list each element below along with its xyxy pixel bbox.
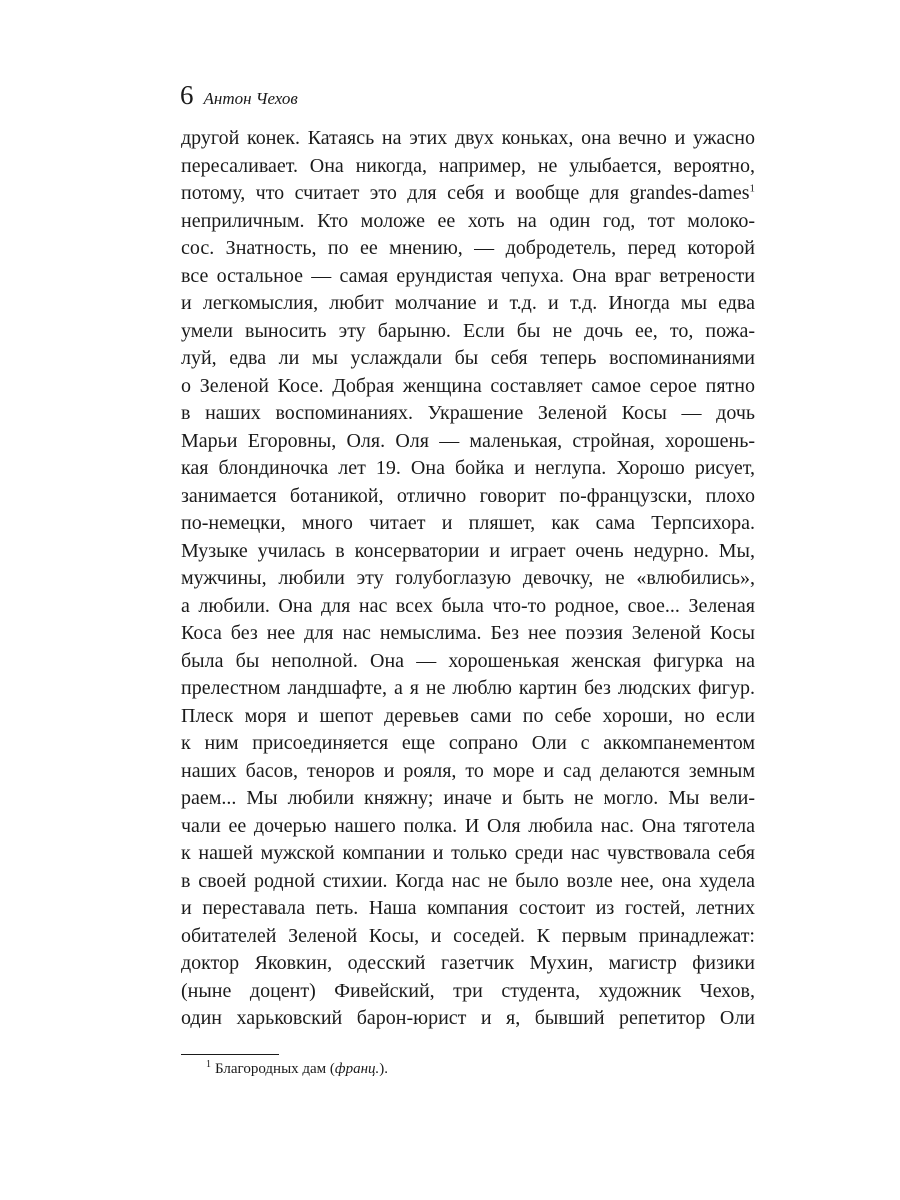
text-line: в своей родной стихии. Когда нас не было возле нее, она худела [181,869,755,892]
footnote-number: 1 [206,1059,211,1070]
footnote-reference: 1 [749,182,755,195]
text-line: потому, что считает это для себя и вообще для grandes-dames [181,182,750,204]
text-line: один харьковский барон-юрист и я, бывший репетитор Оли [181,1007,755,1029]
text-line: луй, едва ли мы услаждали бы себя теперь воспоминаниями [181,347,755,369]
text-line: и переставала петь. Наша компания состоит из гостей, летних [181,897,755,919]
text-line: чали ее дочерью нашего полка. И Оля любила нас. Она тяготела [181,814,755,837]
text-line: Плеск моря и шепот деревьев сами по себе хороши, но если [181,704,755,727]
footnote-tail: ). [379,1061,389,1077]
text-line: а любили. Она для нас всех была что-то родное, свое... Зеленая [181,594,755,617]
text-line: и легкомыслия, любит молчание и т.д. и т.д. Иногда мы едва [181,292,755,314]
text-line-with-footnote-ref [181,180,755,208]
footnote-separator [181,1054,279,1055]
text-line: в наших воспоминаниях. Украшение Зеленой Косы — дочь [181,402,755,424]
text-line: наших басов, теноров и рояля, то море и сад делаются земным [181,759,755,782]
text-line: кая блондиночка лет 19. Она бойка и неглупа. Хорошо рисует, [181,457,755,479]
footnote [206,1058,388,1080]
running-title: Антон Чехов [203,89,298,108]
text-line: мужчины, любили эту голубоглазую девочку, не «влюбились», [181,567,755,589]
text-line: другой конек. Катаясь на этих двух коньках, она вечно и ужасно [181,127,755,149]
text-line: прелестном ландшафте, а я не люблю картин без людских фигур. [181,677,755,699]
text-line: пересаливает. Она никогда, например, не улыбается, вероятно, [181,154,755,177]
text-line: все остальное — самая ерундистая чепуха. Она враг ветрености [181,264,755,287]
text-line: была бы неполной. Она — хорошенькая женская фигурка на [181,649,755,672]
text-line: Коса без нее для нас немыслима. Без нее поэзия Зеленой Косы [181,622,755,644]
text-line: неприличным. Кто моложе ее хоть на один год, тот молоко- [181,209,755,232]
text-line: доктор Яковкин, одесский газетчик Мухин, магистр физики [181,952,755,974]
text-line: (ныне доцент) Фивейский, три студента, художник Чехов, [181,979,755,1002]
text-line: к ним присоединяется еще сопрано Оли с аккомпанементом [181,732,755,754]
text-line: Марьи Егоровны, Оля. Оля — маленькая, стройная, хорошень- [181,429,755,452]
footnote-italic-text: франц. [334,1061,380,1077]
text-line: к нашей мужской компании и только среди нас чувствовала себя [181,842,755,864]
running-head [180,78,298,112]
text-line: по-немецки, много читает и пляшет, как сама Терпсихора. [181,512,755,534]
text-line: сос. Знатность, по ее мнению, — добродетель, перед которой [181,237,755,259]
text-line: раем... Мы любили княжну; иначе и быть не могло. Мы вели- [181,787,755,809]
text-line: умели выносить эту барыню. Если бы не дочь ее, то, пожа- [181,319,755,342]
text-line: Музыке училась в консерватории и играет очень недурно. Мы, [181,539,755,562]
text-line: занимается ботаникой, отлично говорит по-французски, плохо [181,484,755,507]
text-line: обитателей Зеленой Косы, и соседей. К первым принадлежат: [181,924,755,947]
footnote-text: Благородных дам ( [215,1061,335,1077]
text-line: о Зеленой Косе. Добрая женщина составляет самое серое пятно [181,374,755,397]
page-number: 6 [180,80,194,110]
body-text [181,125,755,1033]
